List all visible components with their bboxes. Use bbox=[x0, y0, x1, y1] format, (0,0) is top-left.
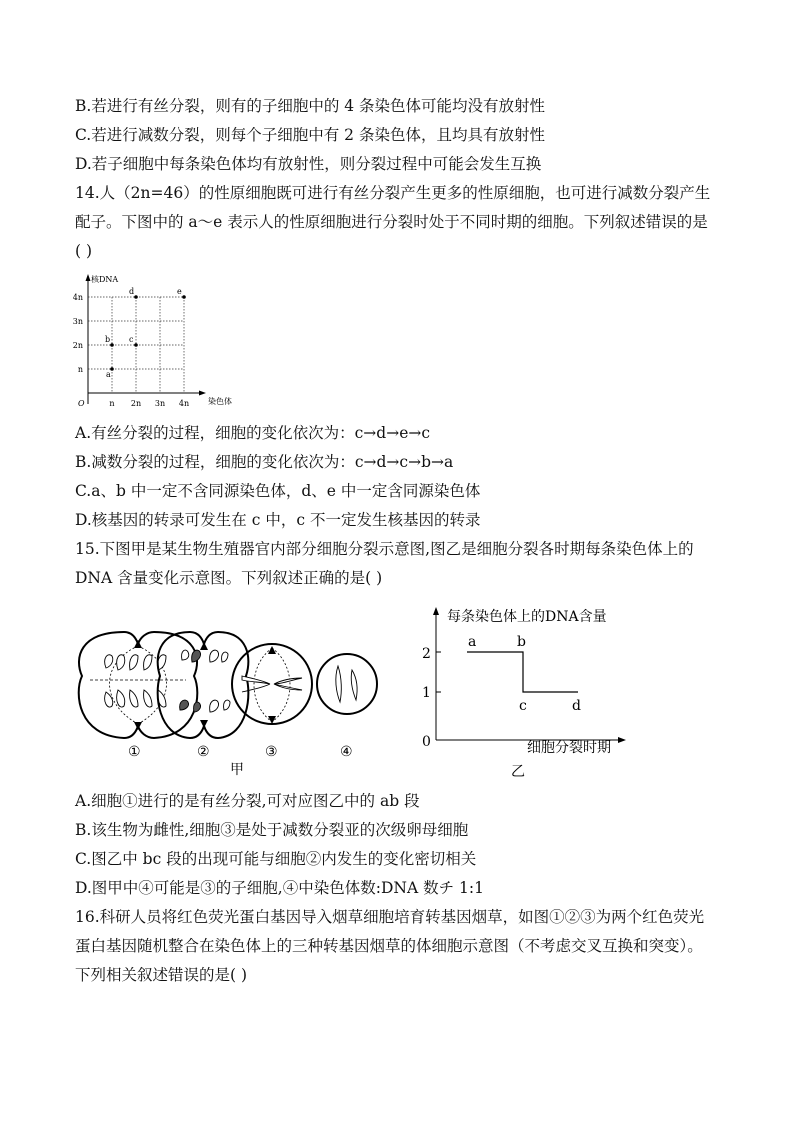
x-axis-arrow bbox=[618, 737, 626, 743]
q15-option-c: C.图乙中 bc 段的出现可能与细胞②内发生的变化密切相关 bbox=[75, 850, 477, 868]
point-c bbox=[134, 343, 138, 347]
point-c-label: c bbox=[129, 335, 134, 344]
q14-option-b: B.减数分裂的过程，细胞的变化依次为：c→d→c→b→a bbox=[75, 453, 454, 471]
x-axis-arrow bbox=[199, 391, 206, 396]
q13-option-d: D.若子细胞中每条染色体均有放射性，则分裂过程中可能会发生互换 bbox=[75, 155, 542, 173]
x-tick-4n: 4n bbox=[178, 399, 190, 408]
q15-stem-line2: DNA 含量变化示意图。下列叙述正确的是( ) bbox=[75, 569, 383, 587]
q15-stem-line1: 15.下图甲是某生物生殖器官内部分细胞分裂示意图,图乙是细胞分裂各时期每条染色体上的 bbox=[75, 540, 694, 558]
q14-stem-line2: 配子。下图中的 a～e 表示人的性原细胞进行分裂时处于不同时期的细胞。下列叙述错误的是 bbox=[75, 213, 708, 231]
cell-1-label: ① bbox=[128, 744, 141, 760]
point-e bbox=[182, 295, 186, 299]
y-tick-1: 1 bbox=[422, 685, 431, 701]
q15-line-chart bbox=[415, 604, 655, 782]
point-e-label: e bbox=[177, 287, 182, 296]
x-tick-2n: 2n bbox=[130, 399, 142, 408]
q14-option-c: C.a、b 中一定不含同源染色体，d、e 中一定含同源染色体 bbox=[75, 482, 481, 500]
q14-y-axis-label: 核DNA bbox=[91, 275, 119, 284]
y-tick-2: 2 bbox=[422, 646, 431, 662]
point-b bbox=[110, 343, 114, 347]
q16-stem-line2: 蛋白基因随机整合在染色体上的三种转基因烟草的体细胞示意图（不考虑交叉互换和突变）。 bbox=[75, 937, 703, 955]
figure-jia-caption: 甲 bbox=[230, 762, 244, 778]
point-a-label: a bbox=[106, 370, 111, 379]
point-d bbox=[134, 295, 138, 299]
cell-4 bbox=[317, 654, 377, 714]
y-tick-2n: 2n bbox=[72, 341, 83, 350]
x-tick-n: n bbox=[109, 399, 115, 408]
y-tick-n: n bbox=[77, 365, 83, 374]
q14-option-d: D.核基因的转录可发生在 c 中，c 不一定发生核基因的转录 bbox=[75, 511, 481, 529]
q15-figure-jia bbox=[70, 618, 390, 778]
point-b-label: b bbox=[517, 634, 526, 650]
q14-option-a: A.有丝分裂的过程，细胞的变化依次为：c→d→e→c bbox=[75, 424, 431, 442]
chart-origin: 0 bbox=[422, 734, 431, 750]
y-axis-arrow bbox=[433, 607, 439, 615]
cell-3 bbox=[232, 644, 312, 724]
q15-option-a: A.细胞①进行的是有丝分裂,可对应图乙中的 ab 段 bbox=[75, 792, 420, 810]
cell-2-label: ② bbox=[197, 744, 210, 760]
q16-stem-line1: 16.科研人员将红色荧光蛋白基因导入烟草细胞培育转基因烟草，如图①②③为两个红色荧光 bbox=[75, 908, 705, 926]
y-axis-arrow bbox=[86, 274, 91, 281]
point-a-label: a bbox=[468, 634, 477, 650]
y-tick-4n: 4n bbox=[72, 293, 83, 302]
chart-y-label: 每条染色体上的DNA含量 bbox=[447, 609, 607, 625]
chart-x-label: 细胞分裂时期 bbox=[527, 740, 611, 756]
q14-origin-label: O bbox=[78, 399, 85, 408]
dna-content-line bbox=[467, 652, 578, 692]
cell-3-label: ③ bbox=[265, 744, 278, 760]
point-c-label: c bbox=[519, 698, 527, 714]
q14-stem-line3: ( ) bbox=[75, 242, 93, 260]
x-tick-3n: 3n bbox=[154, 399, 166, 408]
point-d-label: d bbox=[572, 698, 581, 714]
point-b-label: b bbox=[105, 335, 111, 344]
q15-option-b: B.该生物为雌性,细胞③是处于减数分裂亚的次级卵母细胞 bbox=[75, 821, 469, 839]
q16-stem-line3: 下列相关叙述错误的是( ) bbox=[75, 966, 248, 984]
q13-option-c: C.若进行减数分裂，则每个子细胞中有 2 条染色体，且均具有放射性 bbox=[75, 126, 545, 144]
cell-4-label: ④ bbox=[340, 744, 353, 760]
q14-scatter-chart bbox=[70, 272, 240, 420]
point-d-label: d bbox=[129, 287, 135, 296]
figure-yi-caption: 乙 bbox=[511, 764, 525, 780]
q15-option-d: D.图甲中④可能是③的子细胞,④中染色体数:DNA 数チ 1:1 bbox=[75, 879, 484, 897]
q14-x-axis-label: 染色体 bbox=[208, 397, 232, 406]
q13-option-b: B.若进行有丝分裂，则有的子细胞中的 4 条染色体可能均没有放射性 bbox=[75, 97, 546, 115]
q14-stem-line1: 14.人（2n=46）的性原细胞既可进行有丝分裂产生更多的性原细胞，也可进行减数分裂产生 bbox=[75, 184, 711, 202]
y-tick-3n: 3n bbox=[72, 317, 83, 326]
